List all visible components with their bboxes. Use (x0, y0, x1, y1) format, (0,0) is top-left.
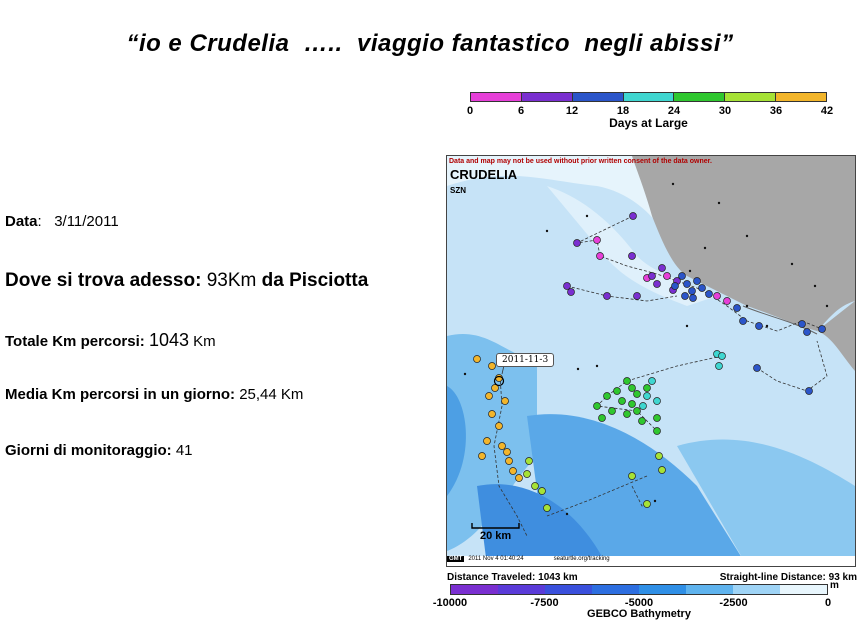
bathymetry-color-swatch-4 (639, 585, 686, 594)
info-giorni (5, 442, 193, 459)
map-timestamp: 2011 Nov 4 01:40:24 (468, 556, 524, 562)
bathymetry-legend (432, 584, 832, 620)
bathymetry-color-swatch-0 (451, 585, 498, 594)
info-totale (5, 330, 216, 351)
dove-label: Dove si trova adesso: (5, 270, 202, 291)
bathymetry-color-bar (450, 584, 828, 595)
totale-label: Totale Km percorsi: (5, 333, 145, 350)
days-tick-label: 6 (517, 105, 525, 117)
bathymetry-tick-label: -10000 (432, 597, 468, 609)
map-notice: Data and map may not be used without prior written consent of the data owner. (449, 158, 712, 165)
days-tick-label: 12 (565, 105, 579, 117)
data-value: 3/11/2011 (54, 213, 119, 230)
bathymetry-color-swatch-3 (592, 585, 639, 594)
data-label: Data (5, 213, 38, 230)
info-dove (5, 270, 368, 292)
distance-traveled: Distance Traveled: 1043 km (447, 572, 578, 583)
bathymetry-color-swatch-7 (780, 585, 827, 594)
days-color-swatch-3 (624, 93, 675, 101)
giorni-label: Giorni di monitoraggio: (5, 442, 172, 459)
bathymetry-color-swatch-5 (686, 585, 733, 594)
bathymetry-color-swatch-2 (545, 585, 592, 594)
bathymetry-tick-label: -7500 (530, 597, 559, 609)
bathymetry-tick-label: -5000 (624, 597, 654, 609)
map-turtle-name: CRUDELIA (450, 167, 518, 182)
days-tick-label: 30 (718, 105, 732, 117)
totale-unit: Km (193, 333, 216, 350)
gmt-logo: GMT (449, 556, 463, 562)
days-tick-label: 42 (820, 105, 834, 117)
map-scale-label: 20 km (480, 530, 512, 542)
days-tick-label: 24 (667, 105, 681, 117)
straight-line-distance: Straight-line Distance: 93 km (719, 572, 857, 583)
bathymetry-color-swatch-6 (733, 585, 780, 594)
bathymetry-tick-label: -2500 (719, 597, 748, 609)
days-color-swatch-4 (674, 93, 725, 101)
days-tick-label: 36 (769, 105, 783, 117)
map-owner: SZN (450, 186, 466, 195)
media-label: Media Km percorsi in un giorno: (5, 386, 236, 403)
bathymetry-caption: GEBCO Bathymetry (587, 608, 691, 620)
media-value: 25,44 Km (239, 386, 304, 403)
days-caption: Days at Large (609, 116, 688, 130)
days-tick-label: 18 (616, 105, 630, 117)
bathymetry-color-swatch-1 (498, 585, 545, 594)
info-media (5, 386, 303, 403)
days-color-swatch-6 (776, 93, 826, 101)
info-data: Data: 3/11/2011 (5, 213, 119, 230)
days-color-swatch-1 (522, 93, 573, 101)
days-at-large-legend (466, 92, 834, 130)
bathymetry-ticks (432, 595, 832, 609)
totale-value: 1043 (148, 330, 189, 350)
map-site: seaturtle.org/tracking (553, 556, 610, 562)
days-color-swatch-0 (471, 93, 522, 101)
map-footer (447, 556, 855, 566)
days-ticks (466, 102, 834, 117)
days-color-swatch-5 (725, 93, 776, 101)
bathymetry-tick-label: 0 (824, 597, 832, 609)
dove-value: 93Km (206, 270, 257, 291)
giorni-value: 41 (175, 442, 193, 459)
days-color-bar (470, 92, 827, 102)
page-title: “io e Crudelia ….. viaggio fantastico negli abissi” (126, 30, 734, 57)
days-color-swatch-2 (573, 93, 624, 101)
bathymetry-unit: m (830, 580, 839, 591)
days-tick-label: 0 (466, 105, 474, 117)
tracking-map (446, 155, 856, 567)
dove-suffix: da Pisciotta (261, 270, 369, 291)
distance-row (447, 572, 857, 583)
map-date-label: 2011-11-3 (496, 353, 554, 367)
